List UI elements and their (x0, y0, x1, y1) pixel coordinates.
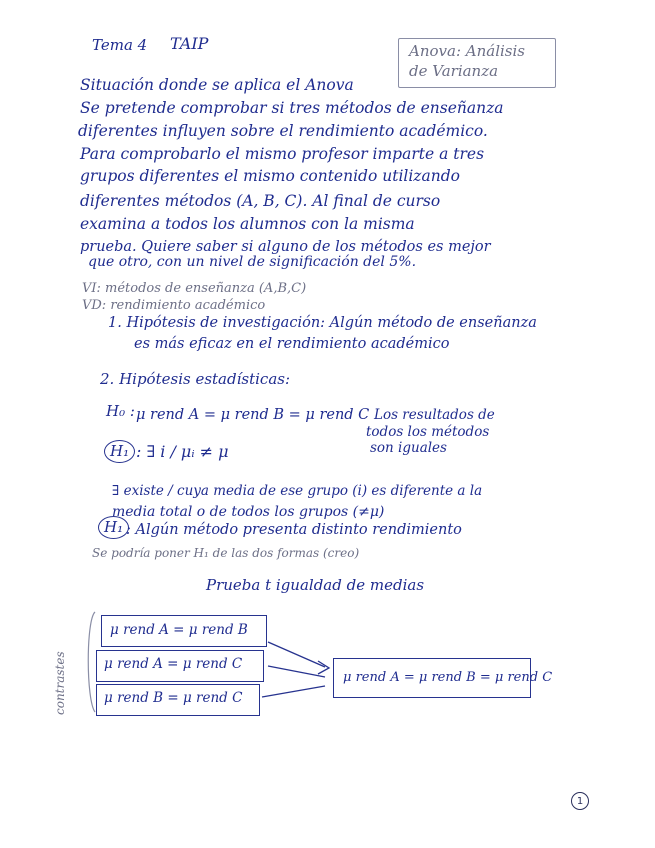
topic-label: Tema 4 (92, 36, 148, 54)
problem-line: Se pretende comprobar si tres métodos de enseñanza (80, 99, 504, 117)
problem-line: examina a todos los alumnos con la misma (80, 215, 415, 233)
h0-note-line-1: Los resultados de (374, 407, 495, 423)
research-hypothesis-line-1: 1. Hipótesis de investigación: Algún método de enseñanza (108, 315, 537, 331)
pair-ab: μ rend A = μ rend B (110, 622, 248, 638)
problem-line: diferentes influyen sobre el rendimiento académico. (78, 122, 488, 140)
h0-note-line-3: son iguales (370, 440, 447, 456)
independent-variable: VI: métodos de enseñanza (A,B,C) (82, 281, 307, 296)
h1-note: Se podría poner H₁ de las dos formas (creo) (92, 546, 360, 560)
ttest-title: Prueba t igualdad de medias (206, 576, 425, 594)
h0-label: H₀ : (106, 402, 135, 420)
anova-note-line-2: de Varianza (409, 62, 499, 80)
problem-line: Para comprobarlo el mismo profesor imparte a tres (80, 145, 485, 163)
problem-line: que otro, con un nivel de significación del 5%. (88, 254, 417, 270)
intro-heading: Situación donde se aplica el Anova (80, 76, 354, 94)
h0-formula: μ rend A = μ rend B = μ rend C (136, 407, 370, 423)
pair-ac: μ rend A = μ rend C (104, 656, 243, 672)
h1-alternative-label: H₁ (98, 516, 129, 539)
problem-line: grupos diferentes el mismo contenido utilizando (80, 167, 460, 185)
page-number: 1 (571, 792, 589, 810)
result-formula: μ rend A = μ rend B = μ rend C (343, 670, 553, 685)
contrasts-side-label: contrastes (53, 651, 67, 715)
h1-explanation-line-2: media total o de todos los grupos (≠μ) (112, 504, 385, 520)
h1-alternative-text: : Algún método presenta distinto rendimiento (126, 522, 462, 538)
problem-line: prueba. Quiere saber si alguno de los métodos es mejor (80, 239, 491, 255)
pair-bc: μ rend B = μ rend C (104, 690, 243, 706)
h1-explanation-line-1: ∃ existe / cuya media de ese grupo (i) es diferente a la (112, 483, 483, 499)
h0-note-line-2: todos los métodos (366, 424, 490, 440)
h1-label: H₁ (104, 440, 135, 463)
problem-line: diferentes métodos (A, B, C). Al final de curso (80, 192, 441, 210)
dependent-variable: VD: rendimiento académico (82, 298, 266, 313)
research-hypothesis-line-2: es más eficaz en el rendimiento académico (134, 336, 450, 352)
h1-formula: : ∃ i / μᵢ ≠ μ (136, 442, 229, 461)
subject-label: TAIP (170, 34, 209, 53)
anova-note-line-1: Anova: Análisis (409, 42, 525, 60)
statistical-hypotheses-title: 2. Hipótesis estadísticas: (100, 370, 291, 388)
